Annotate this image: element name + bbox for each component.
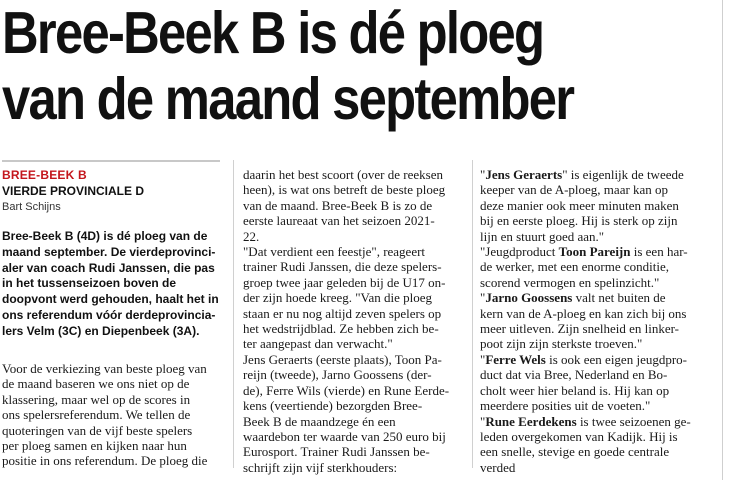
body-line: staan er nu nog altijd zeven spelers op (243, 305, 442, 321)
body-line: der zijn hoede kreeg. "Van die ploeg (243, 290, 433, 306)
intro-line: aler van coach Rudi Janssen, die pas (2, 260, 215, 275)
body-line: scorend vermogen en spelinzicht." (480, 274, 660, 290)
body-line: heen), is wat ons betreft de beste ploeg (243, 182, 446, 198)
column-divider (472, 160, 473, 468)
body-line: Jens Geraerts (eerste plaats), Toon Pa- (243, 351, 442, 367)
body-line: cholt weer hier beland is. Hij kan op (480, 382, 670, 398)
body-line: daarin het best scoort (over de reeksen (243, 167, 443, 182)
intro-line: doopvont werd gehouden, haalt het in (2, 292, 219, 307)
body-line: duct dat via Bree, Nederland en Bo- (480, 367, 668, 383)
body-line: keeper van de A-ploeg, maar kan op (480, 182, 669, 198)
quote-mark: " (480, 290, 486, 306)
body-line: reijn (tweede), Jarno Goossens (der- (243, 367, 432, 383)
subkicker: VIERDE PROVINCIALE D (2, 184, 145, 198)
headline-line-2: van de maand september (2, 66, 574, 132)
quote-text: is ook een eigen jeugdpro- (545, 351, 687, 367)
body-line: deze manier ook meer minuten maken (480, 197, 679, 213)
quote-mark: " (480, 413, 486, 429)
intro-line: in het tussenseizoen boven de (2, 276, 177, 291)
page-edge (722, 0, 723, 480)
quote-text: is twee seizoenen ge- (576, 413, 691, 429)
body-column-2 (243, 167, 465, 475)
quote-text: valt net buiten de (572, 290, 666, 306)
body-column-3 (480, 167, 705, 475)
body-line: quoteringen van de vijf beste spelers (2, 422, 193, 438)
intro-line: ons referendum vóór derdeprovincia- (2, 307, 216, 322)
player-quote-line (480, 352, 705, 367)
body-line: positie in ons referendum. De ploeg die (2, 453, 208, 469)
body-line: Voor de verkiezing van beste ploeg van (2, 361, 207, 376)
player-name: Toon Pareijn (558, 244, 631, 260)
body-line: eerste laureaat van het seizoen 2021- (243, 213, 435, 229)
body-line: bij en eerste ploeg. Hij is sterk op zijn (480, 213, 678, 229)
body-column-1 (2, 361, 222, 469)
body-line: de), Ferre Wils (vierde) en Rune Eerde- (243, 382, 450, 398)
intro-line: Bree-Beek B (4D) is dé ploeg van de (2, 229, 208, 243)
player-name: Jarno Goossens (485, 290, 573, 306)
body-line: meerdere posities uit de voeten." (480, 398, 651, 414)
body-line: de werker, met een enorme conditie, (480, 259, 669, 275)
body-line: trainer Rudi Janssen, die deze spelers- (243, 259, 442, 275)
body-line: lijn en stuurt goed aan." (480, 228, 605, 244)
kicker: BREE-BEEK B (2, 168, 87, 182)
byline: Bart Schijns (2, 201, 61, 213)
body-line: waardebon ter waarde van 250 euro bij (243, 428, 446, 444)
body-line: kern van de A-ploeg en kan zich bij ons (480, 305, 687, 321)
column-divider (233, 160, 234, 468)
body-line: ons spelersreferendum. We tellen de (2, 407, 191, 423)
body-line: 22. (243, 228, 260, 244)
player-quote-line (480, 290, 705, 305)
body-line: van de maand. Bree-Beek B is zo de (243, 197, 433, 213)
body-line: poot zijn zijn sterkste troeven." (480, 336, 643, 352)
body-line: verded (480, 459, 516, 475)
player-name: Jens Geraerts (485, 167, 563, 182)
player-name: Rune Eerdekens (485, 413, 577, 429)
quote-mark: " (480, 167, 486, 182)
intro-line: maand september. De vierdeprovinci- (2, 244, 216, 259)
body-line: Eurosport. Trainer Rudi Janssen be- (243, 444, 430, 460)
quote-text: "Jeugdproduct (480, 244, 559, 260)
body-line: "Dat verdient een feestje", reageert (243, 244, 426, 260)
quote-mark: " (480, 351, 486, 367)
body-line: Beek B de maandzege én een (243, 413, 396, 429)
section-rule (2, 160, 220, 162)
player-name: Ferre Wels (485, 351, 546, 367)
body-line: het wedstrijdblad. Ze hebben zich be- (243, 321, 439, 337)
player-quote-line (480, 167, 705, 182)
player-quote-line (480, 414, 705, 429)
body-line: meer uitleven. Zijn snelheid en linker- (480, 321, 680, 337)
body-line: klassering, maar wel op de scores in (2, 391, 191, 407)
body-line: ter aangepast dan verwacht." (243, 336, 393, 352)
body-line: de maand baseren we ons niet op de (2, 376, 190, 392)
player-quote-line (480, 244, 705, 259)
intro-paragraph (2, 229, 222, 340)
body-line: schrijft zijn vijf sterkhouders: (243, 459, 398, 475)
headline (2, 0, 626, 132)
quote-text: " is eigenlijk de tweede (562, 167, 684, 182)
body-line: kens (veertiende) bezorgden Bree- (243, 398, 423, 414)
quote-text: is een har- (630, 244, 688, 260)
headline-line-1: Bree-Beek B is dé ploeg (2, 0, 544, 66)
body-line: per ploeg samen en kijken naar hun (2, 438, 187, 454)
intro-line: lers Velm (3C) en Diepenbeek (3A). (2, 323, 200, 338)
body-line: groep twee jaar geleden bij de U17 on- (243, 274, 446, 290)
body-line: leden overgekomen van Kadijk. Hij is (480, 428, 678, 444)
body-line: een snelle, stevige en goede centrale (480, 444, 670, 460)
